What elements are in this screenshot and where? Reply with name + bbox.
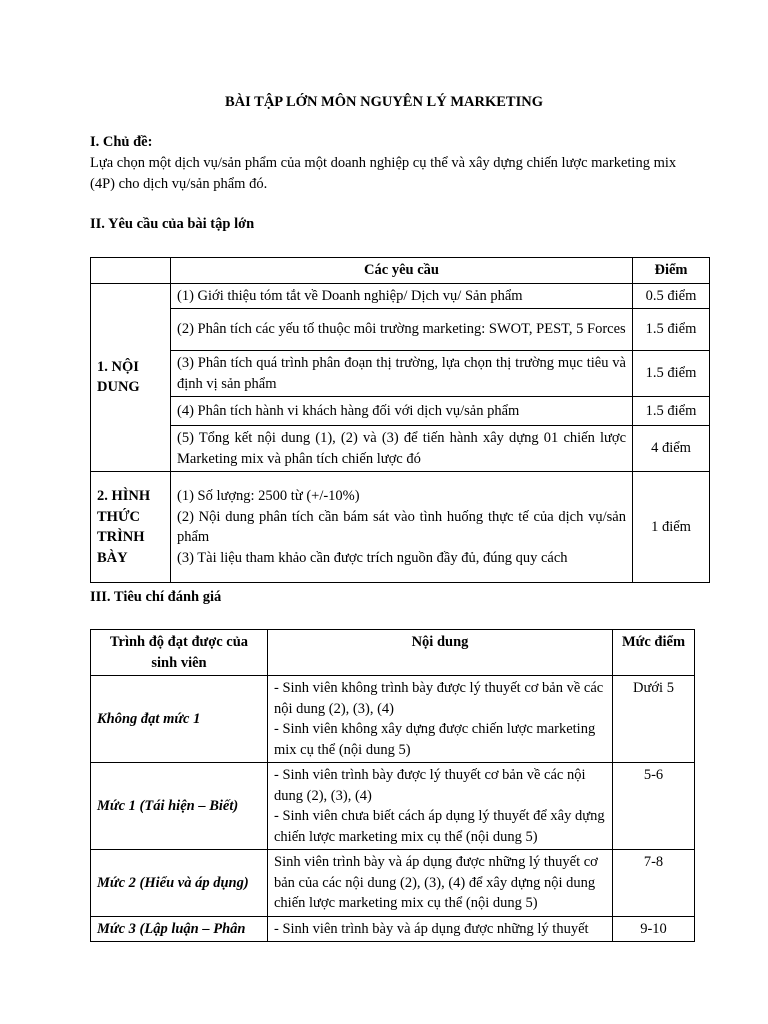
content-line: - Sinh viên trình bày được lý thuyết cơ bản về các nội dung (2), (3), (4) bbox=[274, 767, 586, 804]
presentation-line: (3) Tài liệu tham khảo cần được trích nguồn đầy đủ, đúng quy cách bbox=[177, 549, 568, 566]
header-level: Trình độ đạt được của sinh viên bbox=[91, 630, 268, 676]
header-score-level: Mức điểm bbox=[613, 630, 695, 676]
section1-heading: I. Chủ đề: bbox=[90, 134, 153, 150]
level-label: Mức 3 (Lập luận – Phân bbox=[91, 916, 268, 942]
document-title: BÀI TẬP LỚN MÔN NGUYÊN LÝ MARKETING bbox=[225, 94, 543, 110]
table-row bbox=[91, 850, 695, 917]
requirement-text: (4) Phân tích hành vi khách hàng đối với dịch vụ/sản phẩm bbox=[171, 397, 633, 426]
group2-label: 2. HÌNH THỨC TRÌNH BÀY bbox=[91, 472, 171, 583]
content-line: - Sinh viên không trình bày được lý thuyết cơ bản về các nội dung (2), (3), (4) bbox=[274, 680, 604, 717]
content-line: - Sinh viên trình bày và áp dụng được những lý thuyết bbox=[274, 920, 589, 937]
level-content bbox=[268, 763, 613, 850]
requirements-header-row bbox=[91, 258, 710, 284]
level-label: Không đạt mức 1 bbox=[91, 676, 268, 763]
section1-text: Lựa chọn một dịch vụ/sản phẩm của một doanh nghiệp cụ thể và xây dựng chiến lược marketing mix (4P) cho dịch vụ/sản phẩm đó. bbox=[90, 155, 677, 192]
table-row bbox=[91, 351, 710, 397]
group1-label: 1. NỘI DUNG bbox=[91, 283, 171, 472]
requirement-text: (2) Phân tích các yếu tố thuộc môi trường marketing: SWOT, PEST, 5 Forces bbox=[171, 309, 633, 351]
level-score: 5-6 bbox=[613, 763, 695, 850]
presentation-score: 1 điểm bbox=[633, 472, 710, 583]
content-line: - Sinh viên không xây dựng được chiến lược marketing mix cụ thể (nội dung 5) bbox=[274, 721, 596, 758]
requirement-score: 1.5 điểm bbox=[633, 351, 710, 397]
evaluation-header-row bbox=[91, 630, 695, 676]
level-score: 9-10 bbox=[613, 916, 695, 942]
table-row bbox=[91, 916, 695, 942]
section2-heading: II. Yêu cầu của bài tập lớn bbox=[90, 216, 255, 232]
requirement-text: (3) Phân tích quá trình phân đoạn thị trường, lựa chọn thị trường mục tiêu và định vị sản phẩm bbox=[171, 351, 633, 397]
requirement-score: 4 điểm bbox=[633, 426, 710, 472]
section3-heading: III. Tiêu chí đánh giá bbox=[90, 589, 222, 605]
requirement-score: 1.5 điểm bbox=[633, 397, 710, 426]
level-score: 7-8 bbox=[613, 850, 695, 917]
header-score: Điểm bbox=[633, 258, 710, 284]
presentation-line: (2) Nội dung phân tích cần bám sát vào tình huống thực tế của dịch vụ/sản phẩm bbox=[177, 508, 626, 545]
requirement-text: (5) Tổng kết nội dung (1), (2) và (3) để tiến hành xây dựng 01 chiến lược Marketing mix và phân tích chiến lược đó bbox=[171, 426, 633, 472]
requirement-text: (1) Giới thiệu tóm tắt về Doanh nghiệp/ Dịch vụ/ Sản phẩm bbox=[171, 283, 633, 309]
level-content bbox=[268, 916, 613, 942]
level-label: Mức 2 (Hiểu và áp dụng) bbox=[91, 850, 268, 917]
evaluation-table bbox=[90, 629, 695, 942]
table-row bbox=[91, 309, 710, 351]
table-row bbox=[91, 426, 710, 472]
table-row bbox=[91, 472, 710, 583]
requirements-table bbox=[90, 257, 710, 583]
presentation-line: (1) Số lượng: 2500 từ (+/-10%) bbox=[177, 488, 360, 504]
presentation-requirements bbox=[171, 472, 633, 583]
header-requirements: Các yêu cầu bbox=[171, 258, 633, 284]
table-row bbox=[91, 676, 695, 763]
header-empty-cell bbox=[91, 258, 171, 284]
table-row bbox=[91, 763, 695, 850]
requirement-score: 0.5 điểm bbox=[633, 283, 710, 309]
level-label: Mức 1 (Tái hiện – Biết) bbox=[91, 763, 268, 850]
requirement-score: 1.5 điểm bbox=[633, 309, 710, 351]
table-row bbox=[91, 283, 710, 309]
level-score: Dưới 5 bbox=[613, 676, 695, 763]
content-line: - Sinh viên chưa biết cách áp dụng lý thuyết để xây dựng chiến lược marketing mix cụ thể (nội dung 5) bbox=[274, 808, 605, 845]
header-content: Nội dung bbox=[268, 630, 613, 676]
table-row bbox=[91, 397, 710, 426]
level-content bbox=[268, 676, 613, 763]
content-line: Sinh viên trình bày và áp dụng được những lý thuyết cơ bản của các nội dung (2), (3), (4) để xây dựng nội dung chiến lược marketing mix cụ thể (nội dung 5) bbox=[274, 854, 598, 911]
level-content bbox=[268, 850, 613, 917]
